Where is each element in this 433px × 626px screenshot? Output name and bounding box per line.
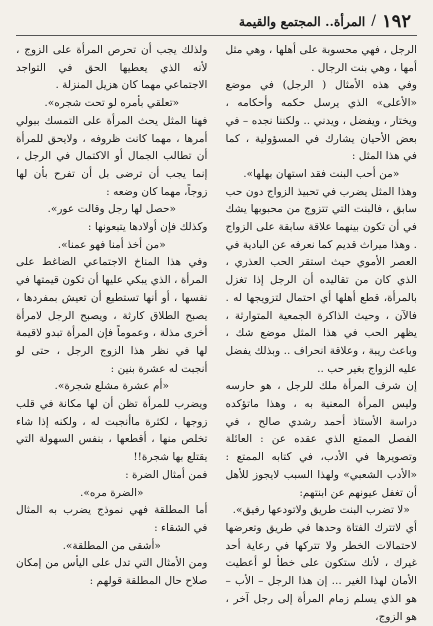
proverb: «من أخذ أمنا فهو عمنا». bbox=[57, 238, 166, 251]
paragraph: وفي هذه الأمثال ( الرجل) في موضع «الأعلى» الذي يرسل حكمه وأحكامه ، ويختار ، ويفضل ، ويدني .. ولكننا نجده – في بعض الأحيان يشارك في المسؤولية ، كما في هذا المثل : bbox=[225, 79, 417, 163]
paragraph: الرجل ، فهي محسوبة على أهلها ، وهي مثل أمها ، وهي بنت الرجال . bbox=[225, 44, 417, 74]
paragraph: ويضرب للمرأة تظن أن لها مكانة في قلب زوجها ، لكثرة ماأنجبت له ، ولكنه إذا شاء تخلص منها ، أقطعها ، بنفس السهولة التي يقتلع بها شجرة!! bbox=[16, 398, 208, 464]
page-number: ١٩٢ bbox=[381, 10, 411, 32]
paragraph: وهذا المثل يضرب في تحبيذ الزواج دون حب سابق ، فالبنت التي تتزوج من محبوبها يشك في أن تكون بينهما علاقة سابقة على الزواج . وهذا ميراث قديم كما نعرفه عن البادية في العصر الأموي حيث استقر الحب العذري ، الذي كان من تقاليده أن الرجل إذا تغزل بالمرأة، قطع أهلها أي احتمال لتزويجها له . فالآن ، وحيث الذاكرة الجمعية المتوارثة ، يظهر الحب في هذا المثل موضع شك ، وباعث ريبة ، وعلاقة انحراف .. وبذلك يفضل عليه الزواج بغير حب .. bbox=[225, 185, 417, 375]
right-column bbox=[225, 42, 418, 623]
proverb: «أشقى من المطلقة». bbox=[62, 539, 161, 552]
proverb: «من أحب البنت فقد استهان بهلها». bbox=[243, 167, 400, 180]
running-title: المرأة.. المجتمع والقيمة bbox=[238, 13, 366, 29]
paragraph: ومن الأمثال التي تدل على اليأس من إمكان صلاح حال المطلقة قولهم : bbox=[16, 557, 208, 588]
page-header bbox=[16, 10, 417, 32]
header-separator: / bbox=[371, 13, 376, 29]
paragraph: وكذلك فإن أولادها يتبعونها : bbox=[87, 221, 208, 234]
header-rule bbox=[16, 35, 417, 36]
text-columns bbox=[16, 42, 417, 623]
proverb: «لا تضرب البنت طريق ولاتودعها رفيق». bbox=[232, 504, 410, 517]
paragraph: أما المطلقة فهي نموذج يضرب به المثال في الشقاء : bbox=[16, 504, 208, 534]
paragraph: أي لاتترك الفتاة وحدها في طريق وتعرضها لاحتمالات الخطر ولا تتركها في رعاية أحد غيرك ، لأنك ستكون على خطأ لو أعطيت الأمان لهذا الغير ... إن هذا الرجل – الأب – هو الذي يسلم زمام المرأة إلى رجل آخر ، هو الزوج، bbox=[225, 521, 417, 623]
paragraph: ولذلك يجب أن تحرص المرأة على الزوج ، لأنه الذي يعطيها الحق في التواجد الاجتماعي مهما كان هزيل المنزلة . bbox=[16, 44, 208, 92]
proverb: «أم عشرة مشلع شجرة». bbox=[54, 380, 169, 393]
left-column bbox=[16, 42, 208, 602]
paragraph: إن شرف المرأة ملك للرجل ، هو حارسه وليس المرأة المعنية به ، وهذا ماتؤكده دراسة الأستاذ أحمد رشدي صالح ، في الفصل الممتع الذي عقده عن : العائلة وتصويرها في الأدب، في كتابه الممتع : «الأدب الشعبي» ولهذا السبب لايجوز للأهل أن تغفل عيونهم عن ابنتهم: bbox=[225, 380, 417, 499]
proverb: «الضرة مره». bbox=[79, 486, 144, 499]
proverb: «حصل لها رجل وقالت عور». bbox=[47, 203, 177, 216]
paragraph: فمن أمثال الضرة : bbox=[125, 468, 208, 481]
proverb: «تعلقي بأمره لو تحت شجره». bbox=[44, 97, 180, 110]
paragraph: فهنا المثل يحث المرأة على التمسك ببولي أمرها ، مهما كانت ظروفه ، ولايحق للمرأة أن تطالب الجمال أو الاكتمال في الرجل ، إنما يجب أن ترضى بل أن تفرح بأن لها زوجاً، مهما كان وضعه : bbox=[16, 114, 208, 198]
paragraph: وفي هذا المناخ الاجتماعي الضاغط على المرأة ، الذي يبكي عليها أن تكون قيمتها في نفسها ، أو أنها تستطيع أن تعيش بمفردها ، يصبح الطلاق كارثة ، ويصبح الرجل لامرأة أخرى مذلة ، وعموماً فإن المرأة تبدو لاقيمة لها في نظر هذا الزوج الرجل ، حتى لو أنجبت له عشرة بنين : bbox=[16, 256, 208, 375]
